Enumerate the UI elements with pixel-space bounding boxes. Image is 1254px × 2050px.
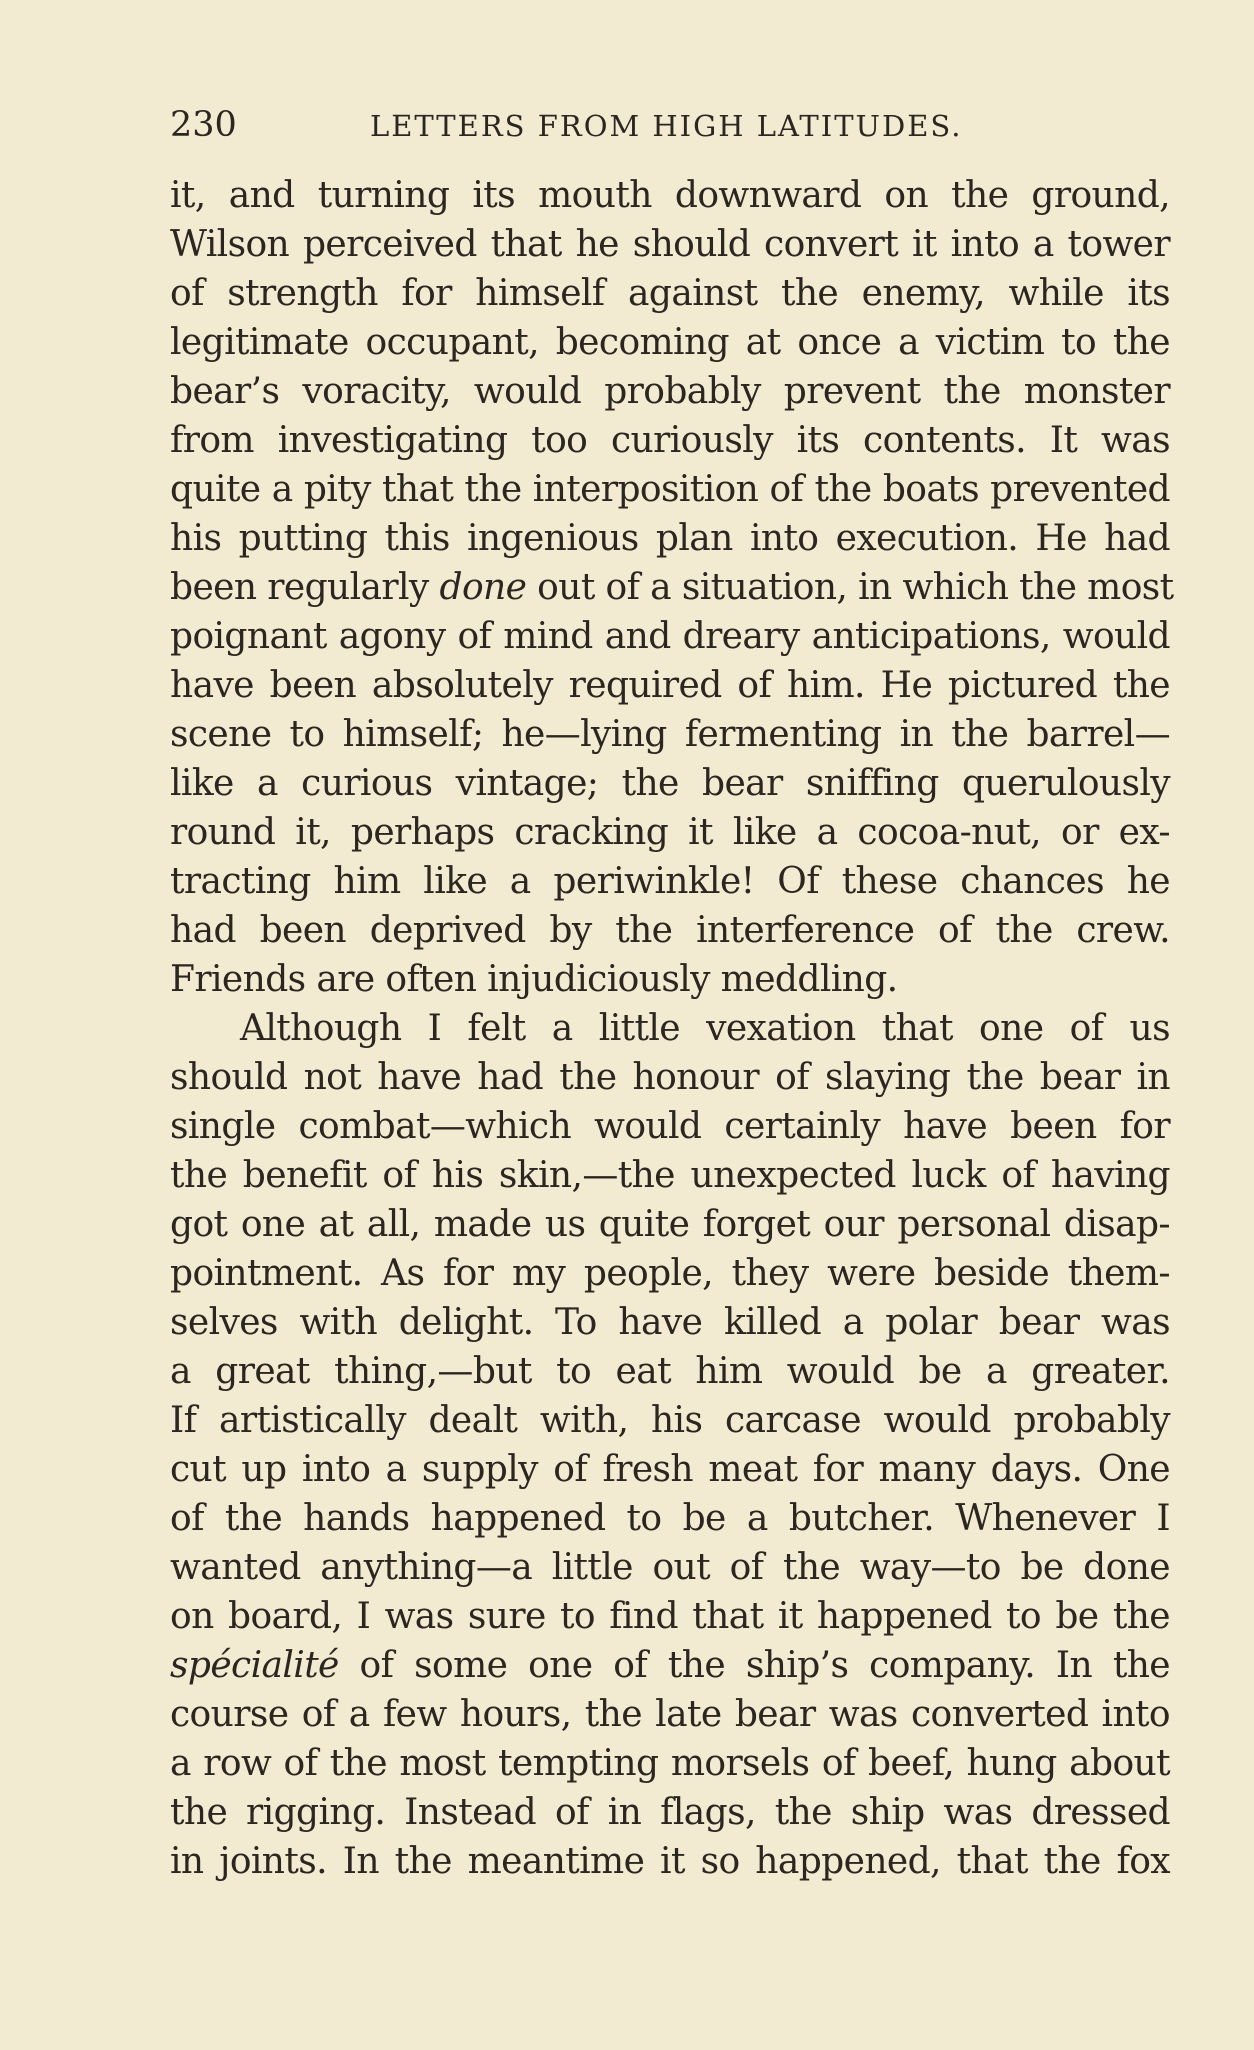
italic-word: done bbox=[439, 567, 527, 608]
text-line: should not have had the honour of slaying the bear in bbox=[170, 1057, 1170, 1098]
text-line: scene to himself; he—lying fermenting in the barrel— bbox=[170, 714, 1170, 755]
text-line: a row of the most tempting morsels of beef, hung about bbox=[170, 1743, 1170, 1784]
text-line: on board, I was sure to find that it happened to be the bbox=[170, 1596, 1170, 1637]
text-segment: been regularly bbox=[170, 567, 440, 608]
text-line: like a curious vintage; the bear sniffing querulously bbox=[170, 763, 1170, 804]
text-line: of the hands happened to be a butcher. Whenever I bbox=[170, 1498, 1170, 1539]
text-line bbox=[170, 1641, 1170, 1690]
text-line: round it, perhaps cracking it like a cocoa-nut, or ex- bbox=[170, 812, 1170, 853]
body-text bbox=[170, 171, 1174, 1886]
running-head: LETTERS FROM HIGH LATITUDES. bbox=[370, 109, 963, 143]
page-number: 230 bbox=[170, 105, 237, 145]
text-line: selves with delight. To have killed a polar bear was bbox=[170, 1302, 1170, 1343]
text-line: his putting this ingenious plan into execution. He had bbox=[170, 518, 1170, 559]
text-line bbox=[170, 563, 1174, 612]
text-line: the benefit of his skin,—the unexpected luck of having bbox=[170, 1155, 1170, 1196]
text-line: pointment. As for my people, they were beside them- bbox=[170, 1253, 1170, 1294]
text-line: legitimate occupant, becoming at once a victim to the bbox=[170, 322, 1170, 363]
text-segment: out of a situation, in which the most bbox=[526, 567, 1174, 608]
text-line: cut up into a supply of fresh meat for many days. One bbox=[170, 1449, 1170, 1490]
text-line: course of a few hours, the late bear was converted into bbox=[170, 1694, 1170, 1735]
text-line: quite a pity that the interposition of the boats prevented bbox=[170, 469, 1170, 510]
text-line: wanted anything—a little out of the way—to be done bbox=[170, 1547, 1170, 1588]
text-line: the rigging. Instead of in flags, the ship was dressed bbox=[170, 1792, 1170, 1833]
text-line-paragraph-end: Friends are often injudiciously meddling. bbox=[170, 959, 898, 1000]
text-line: If artistically dealt with, his carcase would probably bbox=[170, 1400, 1170, 1441]
text-line: bear’s voracity, would probably prevent the monster bbox=[170, 371, 1170, 412]
text-line: single combat—which would certainly have been for bbox=[170, 1106, 1170, 1147]
text-line: got one at all, made us quite forget our personal disap- bbox=[170, 1204, 1170, 1245]
text-line: it, and turning its mouth downward on the ground, bbox=[170, 175, 1170, 216]
text-line: poignant agony of mind and dreary anticipations, would bbox=[170, 616, 1170, 657]
text-line: tracting him like a periwinkle! Of these chances he bbox=[170, 861, 1170, 902]
text-line: of strength for himself against the enemy, while its bbox=[170, 273, 1170, 314]
text-line: Wilson perceived that he should convert it into a tower bbox=[170, 224, 1170, 265]
italic-word: spécialité bbox=[170, 1645, 339, 1686]
text-line: a great thing,—but to eat him would be a greater. bbox=[170, 1351, 1170, 1392]
text-line-paragraph-start: Although I felt a little vexation that one of us bbox=[240, 1008, 1170, 1049]
text-line: have been absolutely required of him. He pictured the bbox=[170, 665, 1170, 706]
text-line: from investigating too curiously its contents. It was bbox=[170, 420, 1170, 461]
text-segment: of some one of the ship’s company. In the bbox=[338, 1645, 1170, 1686]
text-line: in joints. In the meantime it so happened, that the fox bbox=[170, 1841, 1170, 1882]
text-line: had been deprived by the interference of the crew. bbox=[170, 910, 1170, 951]
page-header bbox=[170, 105, 1170, 155]
